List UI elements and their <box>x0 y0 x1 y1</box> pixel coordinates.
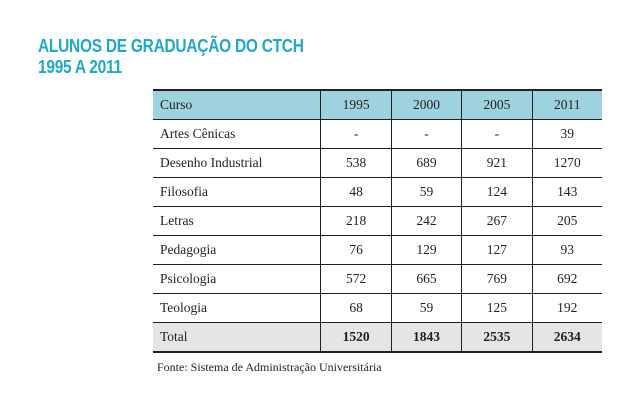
page-title <box>38 36 304 78</box>
table-body <box>153 120 602 323</box>
value-2011: 692 <box>532 265 602 294</box>
value-2005: - <box>462 120 532 149</box>
header-2011: 2011 <box>532 90 602 120</box>
students-table <box>153 89 602 353</box>
total-2011: 2634 <box>532 323 602 353</box>
total-2005: 2535 <box>462 323 532 353</box>
value-1995: - <box>321 120 391 149</box>
source-note: Fonte: Sistema de Administração Universitária <box>157 360 382 374</box>
total-2000: 1843 <box>391 323 461 353</box>
value-2005: 125 <box>462 294 532 323</box>
course-name: Artes Cênicas <box>153 120 321 149</box>
title-line-2: 1995 A 2011 <box>38 57 122 77</box>
value-2005: 267 <box>462 207 532 236</box>
table-row <box>153 265 602 294</box>
total-label: Total <box>153 323 321 353</box>
value-2011: 39 <box>532 120 602 149</box>
value-2011: 143 <box>532 178 602 207</box>
table-row <box>153 207 602 236</box>
table-row <box>153 236 602 265</box>
course-name: Psicologia <box>153 265 321 294</box>
header-2005: 2005 <box>462 90 532 120</box>
header-2000: 2000 <box>391 90 461 120</box>
header-row <box>153 90 602 120</box>
header-1995: 1995 <box>321 90 391 120</box>
value-2000: 59 <box>391 178 461 207</box>
table-row <box>153 178 602 207</box>
course-name: Desenho Industrial <box>153 149 321 178</box>
value-1995: 572 <box>321 265 391 294</box>
value-2005: 921 <box>462 149 532 178</box>
header-course: Curso <box>153 90 321 120</box>
course-name: Teologia <box>153 294 321 323</box>
value-1995: 538 <box>321 149 391 178</box>
value-2000: 689 <box>391 149 461 178</box>
value-2000: 665 <box>391 265 461 294</box>
value-1995: 218 <box>321 207 391 236</box>
value-2005: 127 <box>462 236 532 265</box>
course-name: Pedagogia <box>153 236 321 265</box>
course-name: Filosofia <box>153 178 321 207</box>
value-2005: 124 <box>462 178 532 207</box>
value-1995: 48 <box>321 178 391 207</box>
title-line-1: ALUNOS DE GRADUAÇÃO DO CTCH <box>38 36 304 56</box>
value-2005: 769 <box>462 265 532 294</box>
value-2000: 59 <box>391 294 461 323</box>
value-2011: 192 <box>532 294 602 323</box>
value-2011: 93 <box>532 236 602 265</box>
total-row <box>153 323 602 353</box>
value-2011: 1270 <box>532 149 602 178</box>
table-row <box>153 294 602 323</box>
table-row <box>153 149 602 178</box>
value-2000: - <box>391 120 461 149</box>
value-1995: 76 <box>321 236 391 265</box>
table-footer <box>153 323 602 353</box>
value-1995: 68 <box>321 294 391 323</box>
total-1995: 1520 <box>321 323 391 353</box>
table-row <box>153 120 602 149</box>
value-2011: 205 <box>532 207 602 236</box>
course-name: Letras <box>153 207 321 236</box>
table-header <box>153 90 602 120</box>
value-2000: 242 <box>391 207 461 236</box>
value-2000: 129 <box>391 236 461 265</box>
